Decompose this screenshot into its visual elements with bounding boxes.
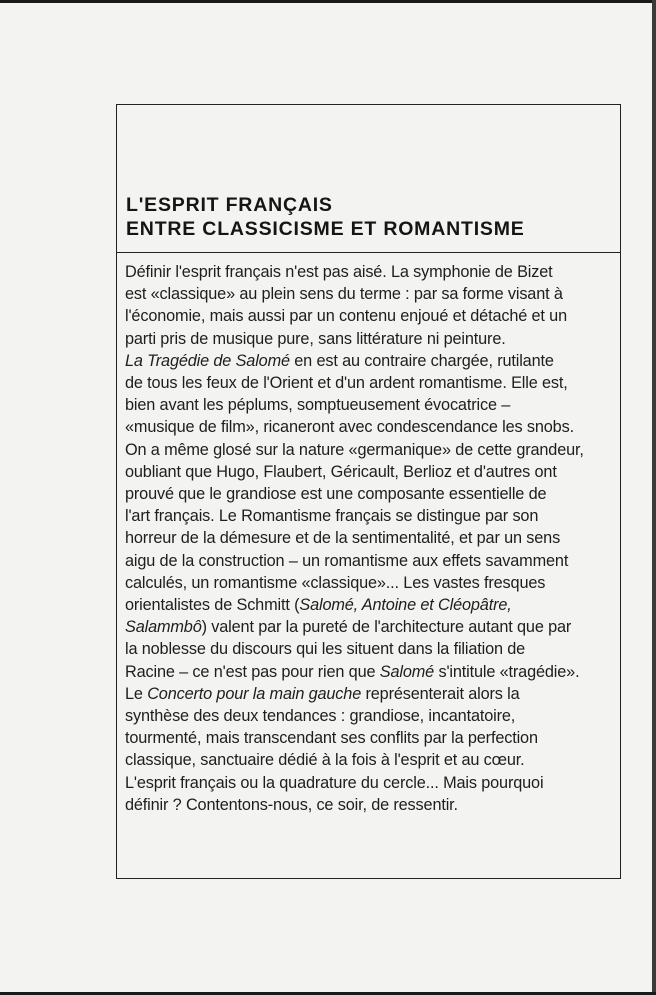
body-line [125,261,614,283]
title-line-2: ENTRE CLASSICISME ET ROMANTISME [126,218,525,240]
text-run: calculés, un romantisme «classique»... Les vastes fresques [125,573,546,592]
body-line [125,661,614,683]
body-line [125,749,614,771]
text-run: Le [125,684,148,703]
text-run: L'esprit français ou la quadrature du cercle... Mais pourquoi [125,773,544,792]
body-line [125,594,614,616]
body-line [125,550,614,572]
italic-title: La Tragédie de Salomé [125,351,290,370]
text-run: l'économie, mais aussi par un contenu enjoué et détaché et un [125,307,567,326]
body-line [125,483,614,505]
text-run: représenterait alors la [361,684,520,703]
text-frame [116,104,621,879]
heading-box [117,105,620,253]
body-line [125,527,614,549]
body-line [125,372,614,394]
body-line [125,727,614,749]
text-run: horreur de la démesure et de la sentimentalité, et par un sens [125,529,561,548]
text-run: s'intitule «tragédie». [434,662,580,681]
body-line [125,461,614,483]
body-line [125,328,614,350]
text-run: «musique de film», ricaneront avec condescendance les snobs. [125,418,574,437]
body-line [125,616,614,638]
italic-title: Salomé, Antoine et Cléopâtre, [299,596,512,615]
text-run: la noblesse du discours qui les situent dans la filiation de [125,640,526,659]
text-run: prouvé que le grandiose est une composante essentielle de [125,485,547,504]
body-line [125,416,614,438]
text-run: bien avant les péplums, somptueusement évocatrice – [125,396,511,415]
body-line [125,638,614,660]
italic-title: Concerto pour la main gauche [147,684,362,703]
body-paragraph [125,261,614,816]
body-line [125,772,614,794]
text-run: en est au contraire chargée, rutilante [289,351,554,370]
text-run: tourmenté, mais transcendant ses conflits par la perfection [125,729,538,748]
text-run: orientalistes de Schmitt ( [125,596,300,615]
text-run: définir ? Contentons-nous, ce soir, de ressentir. [125,795,458,814]
text-run: Racine – ce n'est pas pour rien que [125,662,380,681]
text-run: oubliant que Hugo, Flaubert, Géricault, Berlioz et d'autres ont [125,462,557,481]
text-run: de tous les feux de l'Orient et d'un ardent romantisme. Elle est, [125,374,568,393]
text-run: On a même glosé sur la nature «germanique» de cette grandeur, [125,440,584,459]
italic-title: Salammbô [125,618,202,637]
text-run: est «classique» au plein sens du terme : par sa forme visant à [125,285,563,304]
text-run: Définir l'esprit français n'est pas aisé. La symphonie de Bizet [125,263,553,281]
text-run: aigu de la construction – un romantisme aux effets savamment [125,551,569,570]
text-run: synthèse des deux tendances : grandiose, incantatoire, [125,707,516,726]
body-line [125,350,614,372]
title-line-1: L'ESPRIT FRANÇAIS [126,194,333,216]
body-line [125,394,614,416]
body-line [125,305,614,327]
page-top-edge [0,0,656,3]
body-line [125,283,614,305]
body-line [125,705,614,727]
body-line [125,794,614,816]
page-title [126,193,525,241]
body-line [125,439,614,461]
text-run: l'art français. Le Romantisme français se distingue par son [125,507,539,526]
text-run: ) valent par la pureté de l'architecture autant que par [201,618,572,637]
italic-title: Salomé [379,662,435,681]
text-run: classique, sanctuaire dédié à la fois à l'esprit et au cœur. [125,751,525,770]
body-line [125,572,614,594]
page-right-edge [652,0,656,995]
body-line [125,683,614,705]
body-line [125,505,614,527]
text-run: parti pris de musique pure, sans littérature ni peinture. [125,329,506,348]
